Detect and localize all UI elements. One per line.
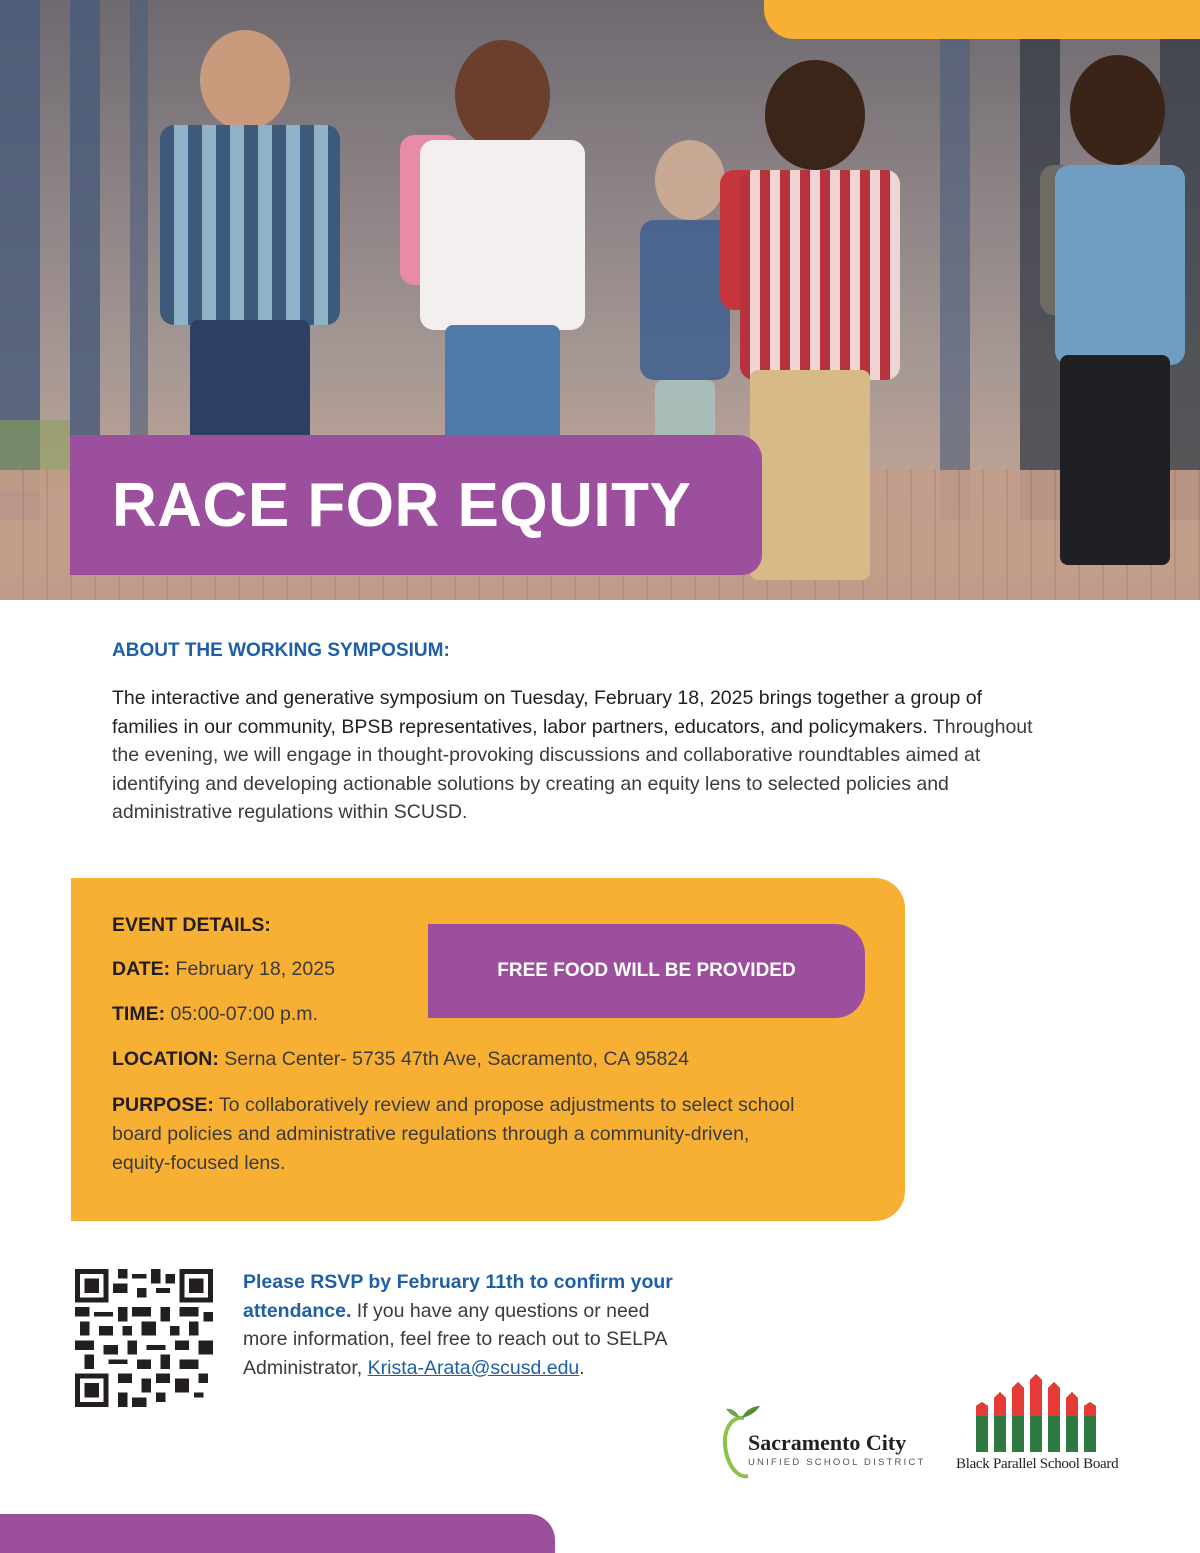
rsvp-lead: Please RSVP by February 11th to confirm your attendance. [243, 1271, 673, 1322]
purpose-value: To collaboratively review and propose adjustments to select school board policies and administrative regulations through a community-driven, equity-focused lens. [112, 1094, 795, 1174]
child-figure [150, 30, 360, 450]
page-title: RACE FOR EQUITY [112, 470, 692, 540]
about-paragraph [112, 684, 1042, 827]
qr-code-icon[interactable] [75, 1268, 213, 1408]
scusd-logo [722, 1400, 932, 1480]
about-section [112, 640, 1042, 827]
date-value: February 18, 2025 [170, 958, 335, 980]
time-value: 05:00-07:00 p.m. [165, 1003, 318, 1025]
about-intro: The interactive and generative symposium on Tuesday, February 18, 2025 brings together a group of families in our community, BPSB representatives, labor partners, educators, and policymakers. [112, 687, 983, 738]
contact-email-link[interactable]: Krista-Arata@scusd.edu [367, 1356, 580, 1379]
event-purpose [112, 1091, 812, 1178]
decorative-bottom-bar [0, 1514, 555, 1553]
free-food-banner [428, 924, 865, 1018]
event-details-card [71, 878, 905, 1221]
time-label: TIME: [112, 1003, 166, 1025]
bpsb-bars-icon [974, 1374, 1114, 1454]
child-figure [1040, 55, 1190, 565]
location-label: LOCATION: [112, 1048, 219, 1070]
about-heading: ABOUT THE WORKING SYMPOSIUM: [112, 640, 450, 661]
date-label: DATE: [112, 958, 171, 980]
decorative-top-bar [764, 0, 1200, 39]
free-food-text: FREE FOOD WILL BE PROVIDED [497, 960, 796, 981]
bpsb-logo [952, 1374, 1132, 1480]
about-body: Throughout the evening, we will engage in thought-provoking discussions and collaborative roundtables aimed at identifying and developing actionable solutions by creating an equity lens to selected policies and administrative regulations within SCUSD. [112, 715, 1033, 823]
rsvp-trailing: . [579, 1356, 585, 1379]
scusd-subtitle: UNIFIED SCHOOL DISTRICT [748, 1457, 926, 1468]
scusd-name: Sacramento City [748, 1430, 907, 1455]
rsvp-body: If you have any questions or need more information, feel free to reach out to SELPA Administrator, [243, 1299, 667, 1379]
purpose-label: PURPOSE: [112, 1094, 214, 1116]
location-value: Serna Center- 5735 47th Ave, Sacramento, CA 95824 [218, 1048, 689, 1070]
event-location [112, 1046, 832, 1072]
bpsb-name: Black Parallel School Board [956, 1456, 1119, 1472]
title-banner [70, 435, 762, 575]
rsvp-text [243, 1268, 683, 1382]
event-heading: EVENT DETAILS: [112, 914, 271, 936]
